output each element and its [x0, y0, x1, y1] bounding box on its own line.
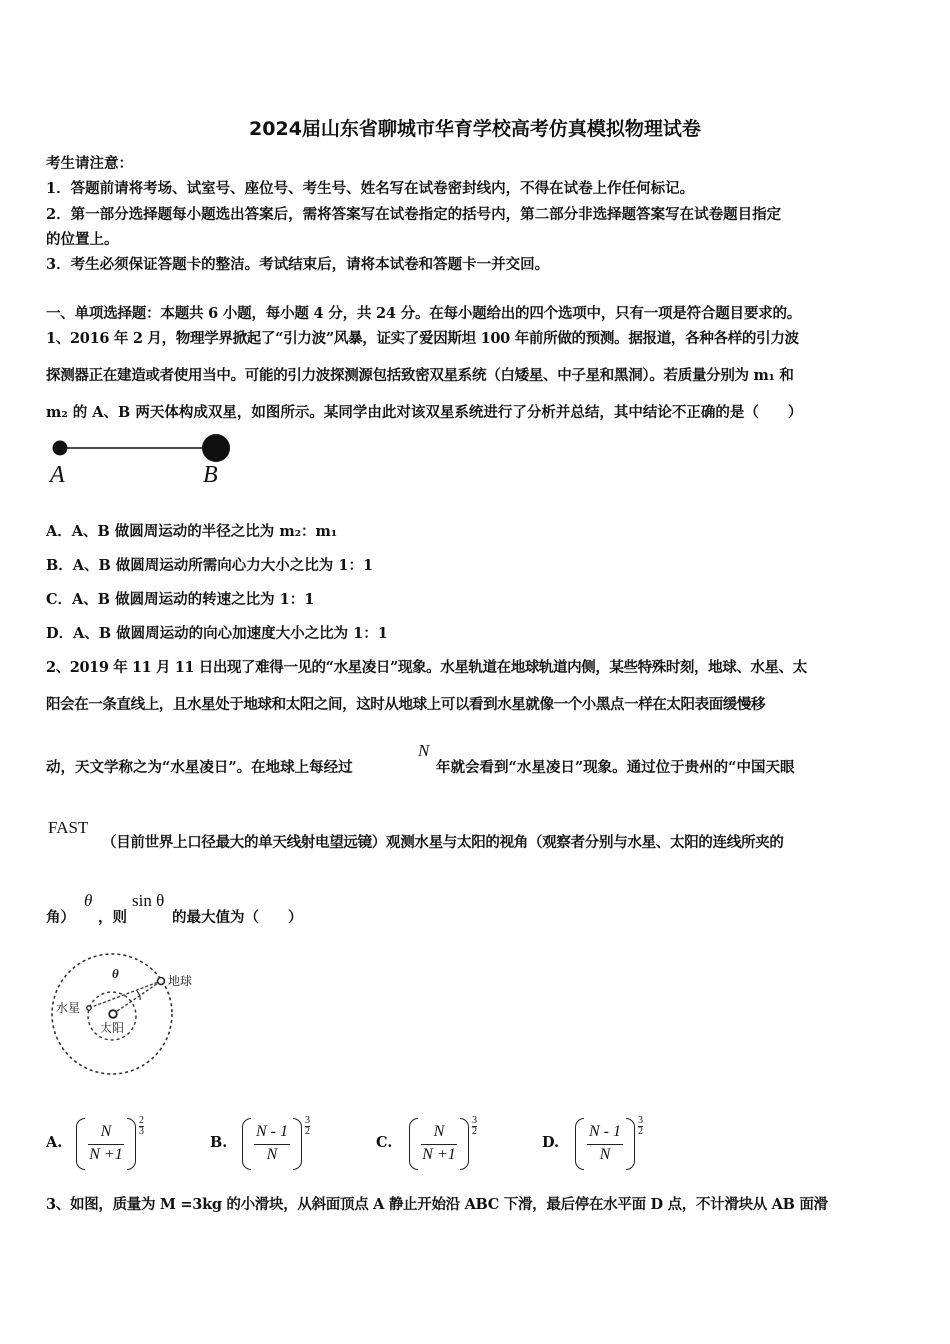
mercury-label: 水星 — [56, 1001, 81, 1015]
q2-text: （目前世界上口径最大的单天线射电望远镜）观测水星与太阳的视角（观察者分别与水星、太阳的连线所夹的 — [102, 834, 784, 851]
notice-heading: 考生请注意： — [46, 155, 133, 172]
numerator: N - 1 — [589, 1123, 621, 1140]
star-b — [202, 434, 230, 462]
denominator: N +1 — [89, 1146, 123, 1163]
symbol-theta: θ — [84, 891, 93, 910]
sun-point — [109, 1010, 117, 1018]
binary-star-figure — [44, 428, 244, 490]
q2-option-c-label: C. — [376, 1134, 393, 1151]
q1-text: 探测器正在建造或者使用当中。可能的引力波探测源包括致密双星系统（白矮星、中子星和黑洞）。若质量分别为 m₁ 和 — [46, 367, 794, 384]
q2-option-b-label: B. — [210, 1134, 228, 1151]
numerator: N — [100, 1123, 112, 1140]
q2-option-d-label: D. — [542, 1134, 560, 1151]
exponent: 3 2 — [472, 1115, 477, 1137]
q2-option-a-label: A. — [46, 1134, 63, 1151]
denominator: N — [599, 1146, 611, 1163]
notice-item: 的位置上。 — [46, 231, 119, 248]
section-heading: 一、单项选择题：本题共 6 小题，每小题 4 分，共 24 分。在每小题给出的四个选项中，只有一项是符合题目要求的。 — [46, 305, 802, 322]
denominator: N — [266, 1146, 278, 1163]
star-a — [53, 441, 68, 456]
orbit-figure — [46, 950, 216, 1080]
earth-label: 地球 — [168, 974, 193, 988]
label-b: B — [203, 462, 218, 488]
symbol-sin-theta: sin θ — [132, 891, 165, 910]
q1-option-d: D．A、B 做圆周运动的向心加速度大小之比为 1：1 — [46, 625, 388, 642]
notice-item: 3．考生必须保证答题卡的整洁。考试结束后，请将本试卷和答题卡一并交回。 — [46, 256, 550, 273]
notice-item: 1．答题前请将考场、试室号、座位号、考生号、姓名写在试卷密封线内，不得在试卷上作任何标记。 — [46, 180, 695, 197]
denominator: N +1 — [422, 1146, 456, 1163]
q1-option-b: B．A、B 做圆周运动所需向心力大小之比为 1：1 — [46, 557, 374, 574]
q2-option-b-expression — [242, 1115, 310, 1168]
q2-text: 年就会看到“水星凌日”现象。通过位于贵州的“中国天眼 — [436, 759, 795, 776]
q1-text: m₂ 的 A、B 两天体构成双星，如图所示。某同学由此对该双星系统进行了分析并总结，其中结论不正确的是（ ） — [46, 404, 803, 421]
notice-item: 2．第一部分选择题每小题选出答案后，需将答案写在试卷指定的括号内，第二部分非选择题答案写在试卷题目指定 — [46, 206, 782, 223]
q1-text: 1、2016 年 2 月，物理学界掀起了“引力波”风暴，证实了爱因斯坦 100 年前所做的预测。据报道，各种各样的引力波 — [46, 330, 799, 347]
q2-text: 阳会在一条直线上，且水星处于地球和太阳之间，这时从地球上可以看到水星就像一个小黑点一样在太阳表面缓慢移 — [46, 696, 766, 713]
sun-label: 太阳 — [100, 1021, 125, 1035]
q2-text: 动，天文学称之为“水星凌日”。在地球上每经过 — [46, 759, 353, 776]
numerator: N - 1 — [256, 1123, 288, 1140]
q2-text: 的最大值为（ ） — [172, 909, 303, 926]
numerator: N — [433, 1123, 445, 1140]
fast-label: FAST — [48, 818, 89, 837]
q2-text: 角） — [46, 909, 75, 926]
theta-label: θ — [112, 966, 119, 981]
sightline-mercury — [89, 981, 161, 1008]
q1-option-c: C．A、B 做圆周运动的转速之比为 1：1 — [46, 591, 315, 608]
exponent: 3 2 — [638, 1115, 643, 1137]
q3-text: 3、如图，质量为 M =3kg 的小滑块，从斜面顶点 A 静止开始沿 ABC 下滑，最后停在水平面 D 点，不计滑块从 AB 面滑 — [46, 1196, 828, 1213]
q1-option-a: A．A、B 做圆周运动的半径之比为 m₂：m₁ — [46, 523, 338, 540]
q2-option-a-expression — [76, 1115, 144, 1168]
q2-option-d-expression — [575, 1115, 643, 1168]
page-title: 2024届山东省聊城市华育学校高考仿真模拟物理试卷 — [249, 118, 701, 140]
q2-option-c-expression — [409, 1115, 477, 1168]
label-a: A — [50, 462, 65, 488]
exponent: 2 3 — [139, 1115, 144, 1137]
sightline-sun — [113, 981, 161, 1014]
q2-text: ，则 — [98, 909, 127, 926]
angle-arc — [137, 991, 140, 1000]
earth-point — [158, 978, 165, 985]
exponent: 3 2 — [305, 1115, 310, 1137]
q2-text: 2、2019 年 11 月 11 日出现了难得一见的“水星凌日”现象。水星轨道在地球轨道内侧，某些特殊时刻，地球、水星、太 — [46, 659, 807, 676]
symbol-n: N — [418, 741, 430, 760]
mercury-point — [87, 1006, 91, 1010]
